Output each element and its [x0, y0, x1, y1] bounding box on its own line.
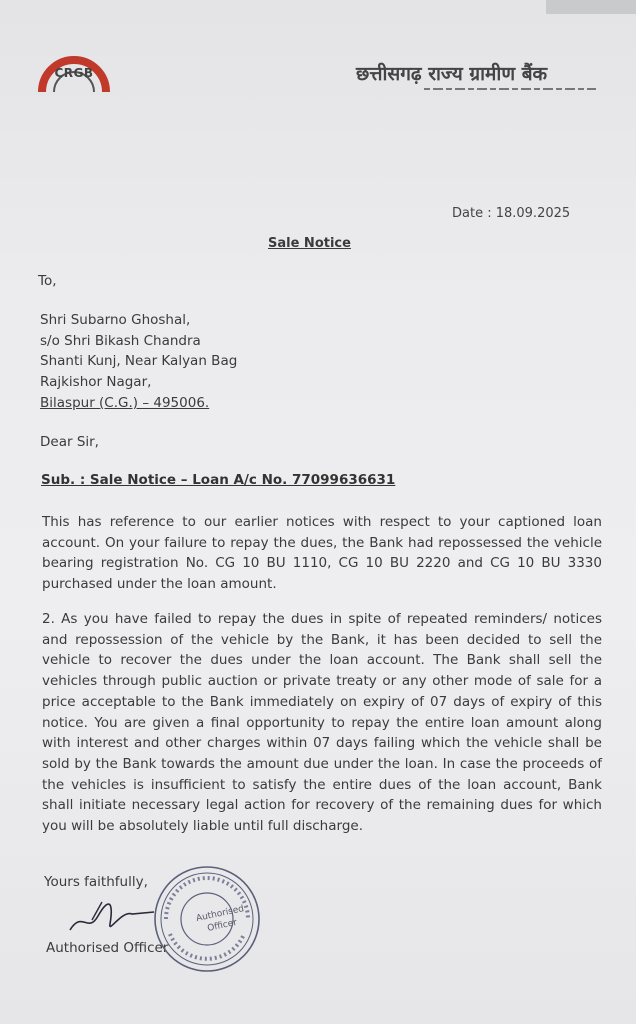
address-line: Shanti Kunj, Near Kalyan Bag [40, 353, 238, 370]
address-line: Rajkishor Nagar, [40, 374, 152, 391]
recipient-address [40, 310, 237, 414]
address-line: Shri Subarno Ghoshal, [40, 312, 191, 328]
paragraph-1: This has reference to our earlier notices with respect to your captioned loan account. On your failure to repay the dues, the Bank had repossessed the vehicle bearing registration No. CG 10 BU 1110, CG 10 BU 2220 and CG 10 BU 3330 purchased under the loan amount. [42, 514, 602, 593]
to-label: To, [38, 273, 57, 289]
closing: Yours faithfully, [44, 874, 148, 890]
stamp-label: Authorised Officer [195, 904, 246, 934]
page-title: Sale Notice [268, 236, 351, 251]
signatory-title: Authorised Officer [46, 940, 169, 956]
salutation: Dear Sir, [40, 434, 99, 450]
page-fold [546, 0, 636, 14]
logo-text: CRGB [54, 66, 94, 80]
crgb-logo [38, 46, 110, 94]
letter-date: Date : 18.09.2025 [452, 206, 571, 221]
address-line: s/o Shri Bikash Chandra [40, 332, 201, 349]
address-line: Bilaspur (C.G.) – 495006. [40, 394, 210, 411]
subject-line: Sub. : Sale Notice – Loan A/c No. 77099636631 [41, 472, 396, 488]
paragraph-2: 2. As you have failed to repay the dues in spite of repeated reminders/ notices and repossession of the vehicle by the Bank, it has been decided to sell the vehicle to recover the dues under the loan account. The Bank shall sell the vehicles through public auction or private treaty or any other mode of sale for a price acceptable to the Bank immediately on expiry of 07 days of expiry of this notice. You are given a final opportunity to repay the entire loan amount along with interest and other charges within 07 days failing which the vehicle shall be sold by the Bank towards the amount due under the loan. In case the proceeds of the vehicles is insufficient to satisfy the entire dues of the loan account, Bank shall initiate necessary legal action for recovery of the remaining dues for which you will be absolutely liable until full discharge. [42, 611, 602, 835]
bank-tagline-smudge [424, 86, 596, 92]
bank-name: छत्तीसगढ़ राज्य ग्रामीण बैंक [356, 63, 548, 85]
